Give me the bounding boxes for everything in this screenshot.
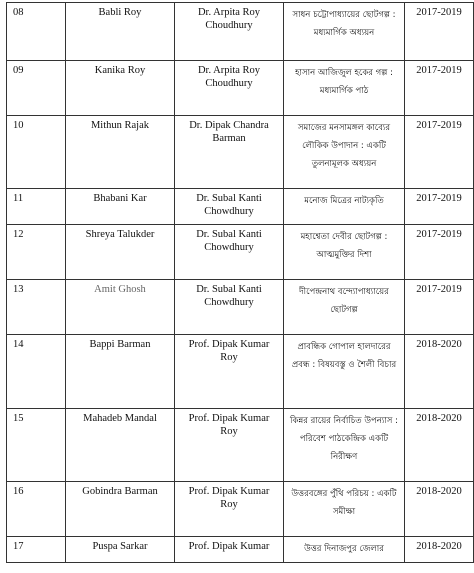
session-cell: 2017-2019 xyxy=(405,225,474,280)
session-cell: 2017-2019 xyxy=(405,280,474,335)
serial-number-cell: 15 xyxy=(7,409,66,482)
serial-number-cell: 09 xyxy=(7,61,66,116)
dissertation-title-cell: দীপেন্দ্রনাথ বন্দ্যোপাধ্যায়ের ছোটগল্প xyxy=(284,280,405,335)
dissertation-title-cell: মহাশ্বেতা দেবীর ছোটগল্প : আত্মমুক্তির দিশা xyxy=(284,225,405,280)
table-row xyxy=(7,116,474,189)
supervisor-cell: Dr. Subal Kanti Chowdhury xyxy=(175,225,284,280)
student-name-cell: Bhabani Kar xyxy=(66,189,175,225)
supervisor-cell: Dr. Subal Kanti Chowdhury xyxy=(175,280,284,335)
student-name-cell: Babli Roy xyxy=(66,3,175,61)
table-row xyxy=(7,189,474,225)
table-row xyxy=(7,482,474,537)
supervisor-cell: Dr. Arpita Roy Choudhury xyxy=(175,3,284,61)
serial-number-cell: 16 xyxy=(7,482,66,537)
serial-number-cell: 13 xyxy=(7,280,66,335)
dissertation-title-cell: হাসান আজিজুল হকের গল্প : মধ্যমার্গিক পাঠ xyxy=(284,61,405,116)
student-name-cell: Gobindra Barman xyxy=(66,482,175,537)
dissertation-title-cell: মনোজ মিত্রের নাট্যকৃতি xyxy=(284,189,405,225)
session-cell: 2017-2019 xyxy=(405,61,474,116)
supervisor-cell: Prof. Dipak Kumar xyxy=(175,537,284,563)
table-row xyxy=(7,225,474,280)
student-name-cell: Shreya Talukder xyxy=(66,225,175,280)
student-name-cell: Bappi Barman xyxy=(66,335,175,409)
dissertation-title-cell: সমাজের মনসামঙ্গল কাব্যের লৌকিক উপাদান : একটি তুলনামূলক অধ্যয়ন xyxy=(284,116,405,189)
student-name-cell: Mithun Rajak xyxy=(66,116,175,189)
session-cell: 2017-2019 xyxy=(405,3,474,61)
session-cell: 2017-2019 xyxy=(405,116,474,189)
student-name-cell: Puspa Sarkar xyxy=(66,537,175,563)
session-cell: 2018-2020 xyxy=(405,537,474,563)
dissertation-title-cell: কিন্নর রায়ের নির্বাচিত উপন্যাস : পরিবেশ পাঠকেন্দ্রিক একটি নিরীক্ষণ xyxy=(284,409,405,482)
dissertation-title-cell: উত্তরবঙ্গের পুঁথি পরিচয় : একটি সমীক্ষা xyxy=(284,482,405,537)
table-row xyxy=(7,280,474,335)
serial-number-cell: 08 xyxy=(7,3,66,61)
table-row xyxy=(7,335,474,409)
table-row xyxy=(7,537,474,563)
table-row xyxy=(7,61,474,116)
dissertation-title-cell: সাধন চট্টোপাধ্যায়ের ছোটগল্প : মধ্যমার্গিক অধ্যয়ন xyxy=(284,3,405,61)
serial-number-cell: 11 xyxy=(7,189,66,225)
supervisor-cell: Dr. Arpita Roy Choudhury xyxy=(175,61,284,116)
session-cell: 2018-2020 xyxy=(405,482,474,537)
supervisor-cell: Prof. Dipak Kumar Roy xyxy=(175,482,284,537)
serial-number-cell: 12 xyxy=(7,225,66,280)
session-cell: 2017-2019 xyxy=(405,189,474,225)
supervisor-cell: Prof. Dipak Kumar Roy xyxy=(175,335,284,409)
student-name-cell: Amit Ghosh xyxy=(66,280,175,335)
session-cell: 2018-2020 xyxy=(405,409,474,482)
supervisor-cell: Dr. Subal Kanti Chowdhury xyxy=(175,189,284,225)
dissertation-table xyxy=(6,2,474,563)
student-name-cell: Kanika Roy xyxy=(66,61,175,116)
serial-number-cell: 14 xyxy=(7,335,66,409)
session-cell: 2018-2020 xyxy=(405,335,474,409)
supervisor-cell: Dr. Dipak Chandra Barman xyxy=(175,116,284,189)
table-body xyxy=(7,3,474,563)
student-name-cell: Mahadeb Mandal xyxy=(66,409,175,482)
dissertation-title-cell: প্রাবন্ধিক গোপাল হালদারের প্রবন্ধ : বিষয়বস্তু ও শৈলী বিচার xyxy=(284,335,405,409)
serial-number-cell: 10 xyxy=(7,116,66,189)
dissertation-title-cell: উত্তর দিনাজপুর জেলার xyxy=(284,537,405,563)
table-row xyxy=(7,3,474,61)
supervisor-cell: Prof. Dipak Kumar Roy xyxy=(175,409,284,482)
serial-number-cell: 17 xyxy=(7,537,66,563)
table-row xyxy=(7,409,474,482)
